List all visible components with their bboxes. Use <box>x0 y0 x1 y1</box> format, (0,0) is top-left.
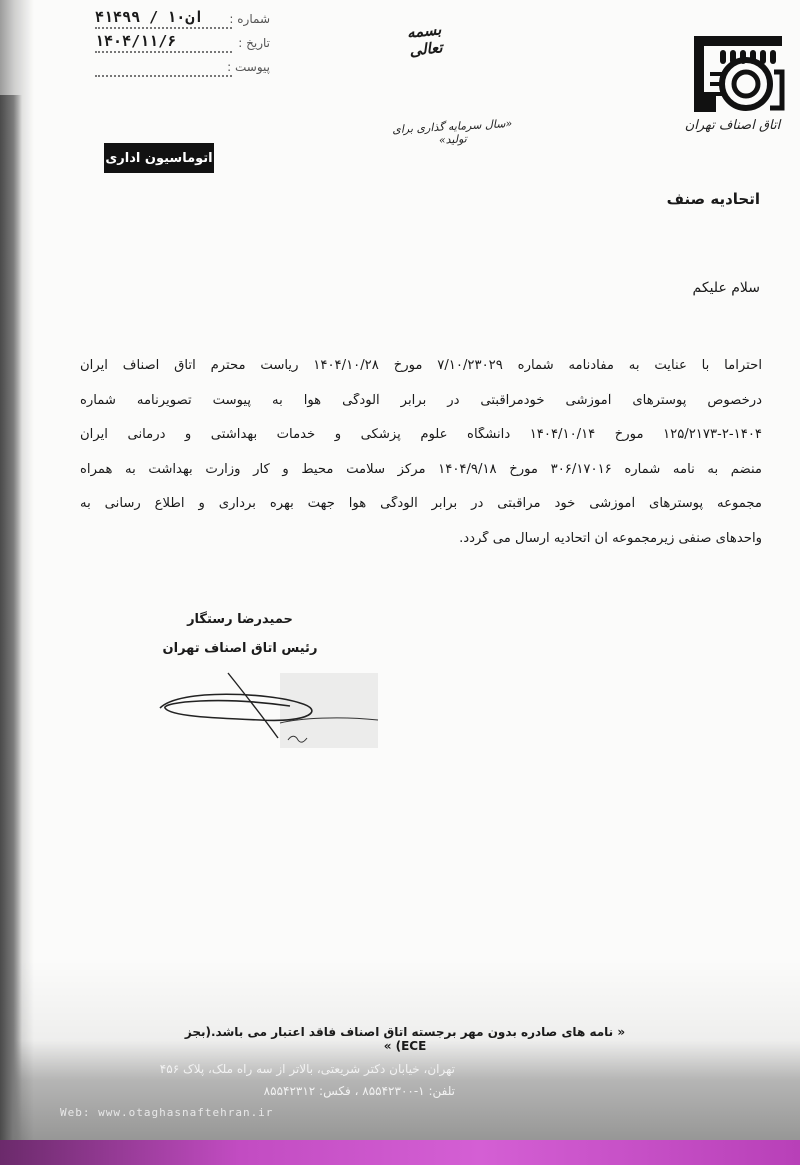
body-line: واحدهای صنفی زیرمجموعه آن اتحادیه ارسال می گردد. <box>459 530 762 546</box>
number-line <box>95 27 232 29</box>
signer-title: رئیس اتاق اصناف تهران <box>162 641 318 656</box>
footer-website: Web: www.otaghasnaftehran.ir <box>60 1106 274 1119</box>
letter-meta <box>95 8 270 80</box>
chamber-logo-icon <box>690 32 786 114</box>
signature-block <box>150 612 330 656</box>
number-row <box>95 8 270 32</box>
attachment-line <box>95 75 232 77</box>
number-value: ۴۱۴۹۹ / ۱۰ان <box>95 8 207 26</box>
footer-color-bar <box>0 1140 800 1165</box>
year-motto: «سال سرمایه گذاری برای تولید» <box>391 116 513 147</box>
scan-shadow <box>0 95 22 1165</box>
body-line: احتراما با عنایت به مفادنامه شماره ۷/۱۰/۲۳۰۲۹ مورخ ۱۴۰۴/۱۰/۲۸ ریاست محترم اتاق اصناف ایران <box>80 358 762 373</box>
footer-address: تهران، خیابان دکتر شریعتی، بالاتر از سه راه ملک، پلاک ۴۵۶ <box>159 1062 455 1076</box>
footer-phones: تلفن: ۱-۸۵۵۴۲۳۰۰ ، فکس: ۸۵۵۴۲۳۱۲ <box>263 1084 455 1098</box>
attachment-row <box>95 56 270 80</box>
recipient: اتحادیه صنف <box>666 190 760 208</box>
letter-body <box>80 358 762 565</box>
number-label: شماره : <box>229 12 270 26</box>
office-automation-stamp: اتوماسیون اداری <box>104 143 214 173</box>
bismillah-heading: بسمه تعالی <box>406 20 444 60</box>
body-line: ۱۲۵/۲۱۷۳-۲-۱۴۰۴ مورخ ۱۴۰۴/۱۰/۱۴ دانشگاه علوم پزشکی و خدمات بهداشتی و درمانی ایران <box>80 427 762 442</box>
date-row <box>95 32 270 56</box>
body-line: منضم به نامه شماره ۳۰۶/۱۷۰۱۶ مورخ ۱۴۰۴/۹/۱۸ مرکز سلامت محیط و کار وزارت بهداشت به همراه <box>80 461 762 477</box>
attachment-label: پیوست : <box>227 60 270 74</box>
signer-name: حمیدرضا رستگار <box>187 612 293 627</box>
date-value: ۱۴۰۴/۱۱/۶ <box>95 32 180 50</box>
body-line: مجموعه پوسترهای آموزشی خود مراقبتی در برابر آلودگی هوا جهت بهره برداری و اطلاع رسانی به <box>80 496 762 511</box>
body-line: درخصوص پوسترهای آموزشی خودمراقبتی در برابر آلودگی هوا به پیوست تصویرنامه شماره <box>80 392 762 408</box>
handwritten-signature-icon <box>150 668 380 753</box>
date-line <box>95 51 232 53</box>
logo-caption: اتاق اصناف تهران <box>684 118 781 133</box>
validity-notice: « نامه های صادره بدون مهر برجسته اتاق اصناف فاقد اعتبار می باشد.(بجز ECE) » <box>184 1025 626 1053</box>
letterhead-footer <box>60 1062 455 1128</box>
greeting: سلام علیکم <box>692 280 760 296</box>
date-label: تاریخ : <box>238 36 270 50</box>
